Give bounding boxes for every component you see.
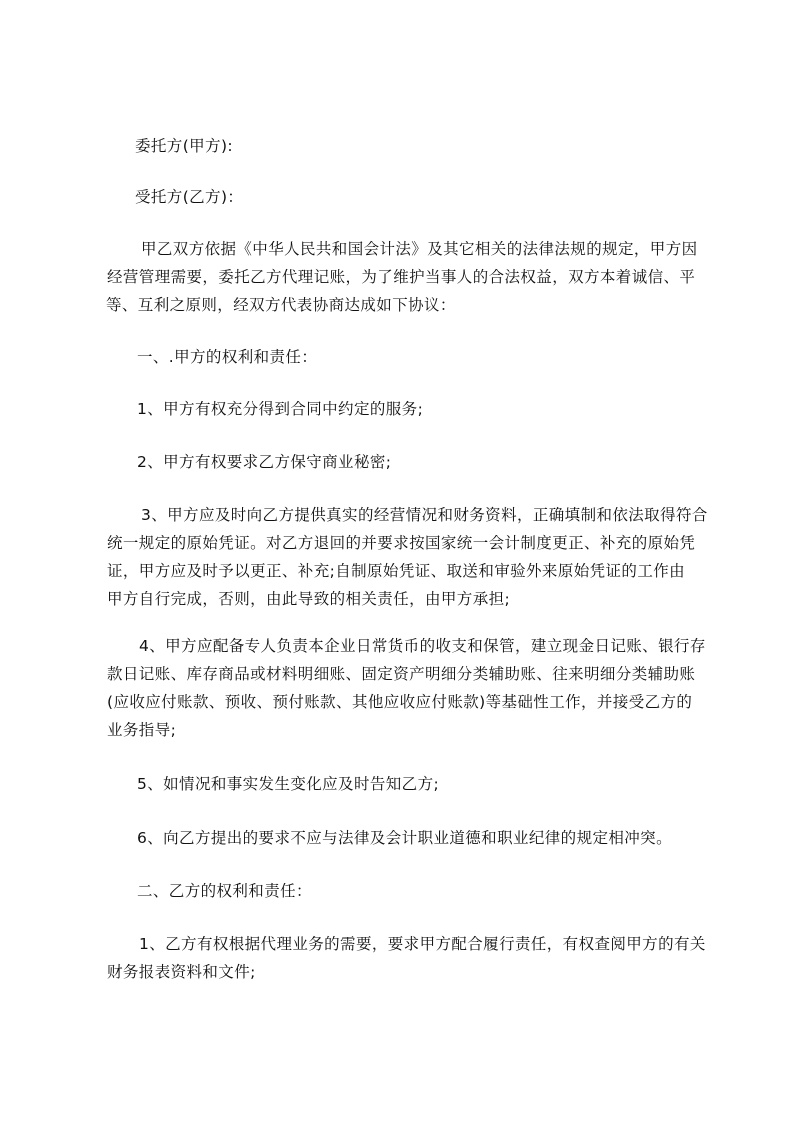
clause-1-3-line-1: 3、甲方应及时向乙方提供真实的经营情况和财务资料，正确填制和依法取得符合 <box>141 506 708 524</box>
clause-2-1-line-2: 财务报表资料和文件; <box>107 963 256 981</box>
clause-1-6: 6、向乙方提出的要求不应与法律及会计职业道德和职业纪律的规定相冲突。 <box>137 829 672 847</box>
clause-1-1: 1、甲方有权充分得到合同中约定的服务; <box>137 400 424 418</box>
principal-party-a-line: 委托方(甲方): <box>135 137 234 155</box>
clause-2-1-line-1: 1、乙方有权根据代理业务的需要，要求甲方配合履行责任，有权查阅甲方的有关 <box>139 935 706 953</box>
preamble-line-3: 等、互利之原则，经双方代表协商达成如下协议： <box>106 296 456 314</box>
clause-1-3-line-4: 甲方自行完成，否则，由此导致的相关责任，由甲方承担; <box>107 590 511 608</box>
clause-1-3-line-2: 统一规定的原始凭证。对乙方退回的并要求按国家统一会计制度更正、补充的原始凭 <box>107 534 696 552</box>
preamble-line-2: 经营管理需要，委托乙方代理记账，为了维护当事人的合法权益，双方本着诚信、平 <box>107 268 696 286</box>
preamble-line-1: 甲乙双方依据《中华人民共和国会计法》及其它相关的法律法规的规定，甲方因 <box>141 240 698 258</box>
clause-1-3-line-3: 证，甲方应及时予以更正、补充;自制原始凭证、取送和审验外来原始凭证的工作由 <box>107 562 686 580</box>
clause-1-4-line-1: 4、甲方应配备专人负责本企业日常货币的收支和保管，建立现金日记账、银行存 <box>139 637 706 655</box>
section-1-heading: 一、.甲方的权利和责任： <box>137 348 318 366</box>
clause-1-5: 5、如情况和事实发生变化应及时告知乙方; <box>137 775 440 793</box>
section-2-heading: 二、乙方的权利和责任： <box>137 882 312 900</box>
clause-1-4-line-2: 款日记账、库存商品或材料明细账、固定资产明细分类辅助账、往来明细分类辅助账 <box>107 665 696 683</box>
clause-1-4-line-4: 业务指导; <box>107 721 177 739</box>
agent-party-b-line: 受托方(乙方)： <box>135 188 244 206</box>
clause-1-2: 2、甲方有权要求乙方保守商业秘密; <box>137 453 392 471</box>
clause-1-4-line-3: (应收应付账款、预收、预付账款、其他应收应付账款)等基础性工作，并接受乙方的 <box>107 693 693 711</box>
